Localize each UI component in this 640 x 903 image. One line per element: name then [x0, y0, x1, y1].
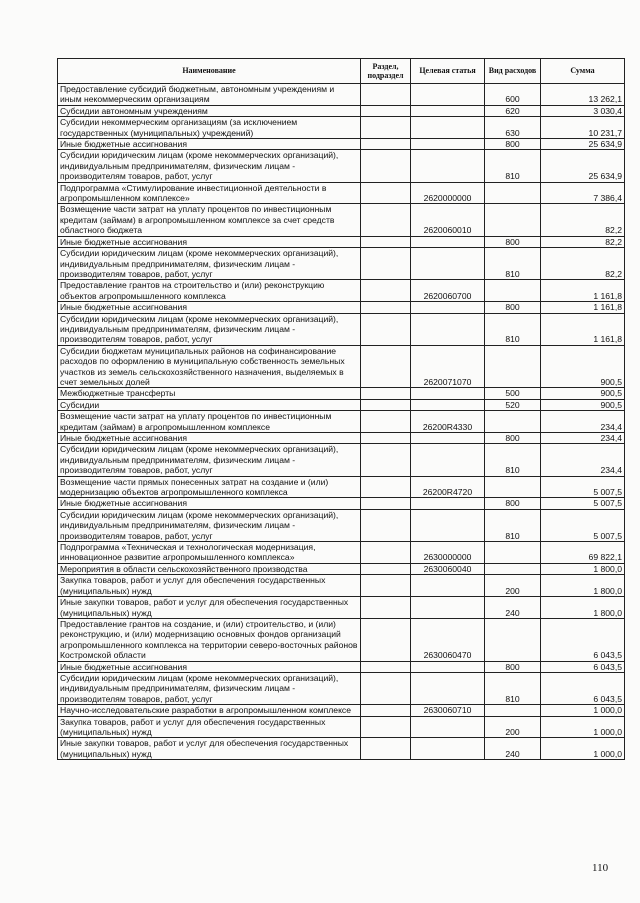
cell-target — [411, 139, 485, 150]
cell-name: Субсидии бюджетам муниципальных районов на софинансирование расходов по оформлению в муниципальную собственность земельных участков из земель сельскохозяйственного назначения, выделяемых в счет земельных долей — [58, 345, 361, 388]
cell-section — [361, 661, 411, 672]
header-sum: Сумма — [541, 59, 625, 84]
cell-sum: 6 043,5 — [541, 618, 625, 661]
cell-section — [361, 84, 411, 106]
cell-expense: 800 — [485, 139, 541, 150]
cell-sum: 1 000,0 — [541, 705, 625, 716]
cell-name: Подпрограмма «Стимулирование инвестиционной деятельности в агропромышленном комплексе» — [58, 182, 361, 204]
table-row — [58, 84, 625, 106]
cell-section — [361, 444, 411, 476]
cell-sum: 234,4 — [541, 433, 625, 444]
cell-name: Иные бюджетные ассигнования — [58, 433, 361, 444]
cell-name: Предоставление субсидий бюджетным, автономным учреждениям и иным некоммерческим организациям — [58, 84, 361, 106]
cell-section — [361, 139, 411, 150]
cell-name: Субсидии юридическим лицам (кроме некоммерческих организаций), индивидуальным предпринимателям, физическим лицам - производителям товаров, работ, услуг — [58, 150, 361, 182]
table-row — [58, 399, 625, 410]
cell-expense — [485, 542, 541, 564]
cell-target: 2620071070 — [411, 345, 485, 388]
cell-section — [361, 563, 411, 574]
cell-target — [411, 105, 485, 116]
table-header-row — [58, 59, 625, 84]
cell-name: Иные бюджетные ассигнования — [58, 302, 361, 313]
cell-target — [411, 672, 485, 704]
table-row — [58, 117, 625, 139]
cell-expense: 800 — [485, 433, 541, 444]
cell-expense: 620 — [485, 105, 541, 116]
cell-sum: 6 043,5 — [541, 661, 625, 672]
cell-target — [411, 597, 485, 619]
cell-target: 26200R4330 — [411, 411, 485, 433]
table-row — [58, 105, 625, 116]
cell-target — [411, 738, 485, 760]
cell-sum: 13 262,1 — [541, 84, 625, 106]
cell-section — [361, 313, 411, 345]
cell-section — [361, 433, 411, 444]
page-number: 110 — [592, 862, 609, 874]
cell-name: Субсидии некоммерческим организациям (за исключением государственных (муниципальных) учреждений) — [58, 117, 361, 139]
cell-section — [361, 388, 411, 399]
cell-section — [361, 575, 411, 597]
cell-sum: 234,4 — [541, 444, 625, 476]
table-row — [58, 204, 625, 236]
cell-name: Субсидии юридическим лицам (кроме некоммерческих организаций), индивидуальным предпринимателям, физическим лицам - производителям товаров, работ, услуг — [58, 248, 361, 280]
table-row — [58, 236, 625, 247]
cell-section — [361, 150, 411, 182]
cell-target: 2630060710 — [411, 705, 485, 716]
cell-name: Возмещение части прямых понесенных затрат на создание и (или) модернизацию объектов агропромышленного комплекса — [58, 476, 361, 498]
cell-expense: 810 — [485, 672, 541, 704]
cell-sum: 1 161,8 — [541, 313, 625, 345]
table-row — [58, 672, 625, 704]
cell-section — [361, 672, 411, 704]
table-row — [58, 618, 625, 661]
cell-name: Иные бюджетные ассигнования — [58, 661, 361, 672]
cell-sum: 69 822,1 — [541, 542, 625, 564]
cell-target — [411, 498, 485, 509]
cell-expense — [485, 280, 541, 302]
cell-sum: 900,5 — [541, 388, 625, 399]
cell-expense: 800 — [485, 302, 541, 313]
table-row — [58, 738, 625, 760]
table-body — [58, 84, 625, 760]
cell-section — [361, 411, 411, 433]
cell-expense — [485, 411, 541, 433]
table-row — [58, 411, 625, 433]
cell-name: Субсидии юридическим лицам (кроме некоммерческих организаций), индивидуальным предпринимателям, физическим лицам - производителям товаров, работ, услуг — [58, 313, 361, 345]
cell-section — [361, 738, 411, 760]
cell-sum: 25 634,9 — [541, 150, 625, 182]
cell-target: 2630060470 — [411, 618, 485, 661]
table-row — [58, 716, 625, 738]
cell-expense: 240 — [485, 738, 541, 760]
cell-expense: 500 — [485, 388, 541, 399]
cell-sum: 1 161,8 — [541, 302, 625, 313]
cell-name: Иные бюджетные ассигнования — [58, 498, 361, 509]
table-row — [58, 705, 625, 716]
cell-sum: 82,2 — [541, 248, 625, 280]
cell-target — [411, 433, 485, 444]
cell-sum: 82,2 — [541, 204, 625, 236]
cell-name: Закупка товаров, работ и услуг для обеспечения государственных (муниципальных) нужд — [58, 716, 361, 738]
table-row — [58, 313, 625, 345]
cell-target — [411, 150, 485, 182]
table-row — [58, 182, 625, 204]
cell-expense — [485, 345, 541, 388]
table-row — [58, 509, 625, 541]
cell-name: Субсидии автономным учреждениям — [58, 105, 361, 116]
cell-section — [361, 280, 411, 302]
cell-expense — [485, 182, 541, 204]
cell-expense: 810 — [485, 248, 541, 280]
cell-name: Научно-исследовательские разработки в агропромышленном комплексе — [58, 705, 361, 716]
table-row — [58, 433, 625, 444]
cell-expense: 800 — [485, 661, 541, 672]
cell-target: 2630000000 — [411, 542, 485, 564]
cell-target: 2620060700 — [411, 280, 485, 302]
cell-sum: 82,2 — [541, 236, 625, 247]
table-row — [58, 248, 625, 280]
cell-target — [411, 236, 485, 247]
cell-section — [361, 542, 411, 564]
cell-expense: 630 — [485, 117, 541, 139]
table-row — [58, 661, 625, 672]
cell-target — [411, 399, 485, 410]
table-row — [58, 575, 625, 597]
cell-target — [411, 313, 485, 345]
table-row — [58, 150, 625, 182]
cell-expense: 200 — [485, 716, 541, 738]
cell-target: 26200R4720 — [411, 476, 485, 498]
cell-sum: 900,5 — [541, 345, 625, 388]
cell-section — [361, 182, 411, 204]
cell-sum: 1 800,0 — [541, 563, 625, 574]
cell-section — [361, 498, 411, 509]
cell-sum: 5 007,5 — [541, 498, 625, 509]
cell-target: 2630060040 — [411, 563, 485, 574]
cell-name: Субсидии юридическим лицам (кроме некоммерческих организаций), индивидуальным предпринимателям, физическим лицам - производителям товаров, работ, услуг — [58, 444, 361, 476]
cell-expense: 200 — [485, 575, 541, 597]
cell-name: Возмещение части затрат на уплату процентов по инвестиционным кредитам (займам) в агропромышленном комплексе за счет средств областного бюджета — [58, 204, 361, 236]
cell-section — [361, 302, 411, 313]
cell-target — [411, 302, 485, 313]
cell-target — [411, 117, 485, 139]
cell-sum: 25 634,9 — [541, 139, 625, 150]
cell-sum: 10 231,7 — [541, 117, 625, 139]
header-expense: Вид расходов — [485, 59, 541, 84]
cell-section — [361, 618, 411, 661]
table-row — [58, 302, 625, 313]
cell-sum: 6 043,5 — [541, 672, 625, 704]
cell-name: Возмещение части затрат на уплату процентов по инвестиционным кредитам (займам) в агропромышленном комплексе — [58, 411, 361, 433]
cell-target — [411, 388, 485, 399]
cell-expense — [485, 705, 541, 716]
cell-target — [411, 84, 485, 106]
cell-section — [361, 236, 411, 247]
table-row — [58, 498, 625, 509]
cell-name: Иные бюджетные ассигнования — [58, 139, 361, 150]
cell-section — [361, 509, 411, 541]
cell-target: 2620000000 — [411, 182, 485, 204]
cell-section — [361, 248, 411, 280]
table-row — [58, 388, 625, 399]
cell-name: Субсидии юридическим лицам (кроме некоммерческих организаций), индивидуальным предпринимателям, физическим лицам - производителям товаров, работ, услуг — [58, 509, 361, 541]
cell-name: Иные бюджетные ассигнования — [58, 236, 361, 247]
cell-name: Межбюджетные трансферты — [58, 388, 361, 399]
cell-sum: 900,5 — [541, 399, 625, 410]
table-row — [58, 345, 625, 388]
cell-section — [361, 476, 411, 498]
header-target: Целевая статья — [411, 59, 485, 84]
cell-name: Предоставление грантов на создание, и (или) строительство, и (или) реконструкцию, и (или) модернизацию основных фондов организаций агропромышленного комплекса на территории северо-восточных районов Костромской области — [58, 618, 361, 661]
cell-sum: 5 007,5 — [541, 509, 625, 541]
cell-section — [361, 204, 411, 236]
cell-name: Подпрограмма «Техническая и технологическая модернизация, инновационное развитие агропромышленного комплекса» — [58, 542, 361, 564]
cell-expense: 810 — [485, 509, 541, 541]
cell-expense — [485, 476, 541, 498]
cell-section — [361, 716, 411, 738]
cell-section — [361, 117, 411, 139]
cell-expense — [485, 563, 541, 574]
cell-name: Иные закупки товаров, работ и услуг для обеспечения государственных (муниципальных) нужд — [58, 597, 361, 619]
table-row — [58, 444, 625, 476]
cell-sum: 1 161,8 — [541, 280, 625, 302]
cell-name: Субсидии — [58, 399, 361, 410]
cell-sum: 3 030,4 — [541, 105, 625, 116]
table-row — [58, 563, 625, 574]
cell-name: Мероприятия в области сельскохозяйственного производства — [58, 563, 361, 574]
cell-sum: 1 800,0 — [541, 597, 625, 619]
cell-sum: 1 000,0 — [541, 738, 625, 760]
cell-expense — [485, 618, 541, 661]
cell-name: Субсидии юридическим лицам (кроме некоммерческих организаций), индивидуальным предпринимателям, физическим лицам - производителям товаров, работ, услуг — [58, 672, 361, 704]
table-row — [58, 280, 625, 302]
cell-expense: 800 — [485, 498, 541, 509]
table-row — [58, 597, 625, 619]
cell-expense: 810 — [485, 150, 541, 182]
cell-expense: 240 — [485, 597, 541, 619]
cell-target — [411, 575, 485, 597]
cell-name: Предоставление грантов на строительство и (или) реконструкцию объектов агропромышленного комплекса — [58, 280, 361, 302]
header-section: Раздел, подраздел — [361, 59, 411, 84]
cell-target — [411, 661, 485, 672]
table-row — [58, 476, 625, 498]
table-row — [58, 542, 625, 564]
cell-sum: 1 800,0 — [541, 575, 625, 597]
cell-expense: 800 — [485, 236, 541, 247]
cell-expense: 520 — [485, 399, 541, 410]
table-row — [58, 139, 625, 150]
cell-section — [361, 597, 411, 619]
cell-expense: 600 — [485, 84, 541, 106]
cell-section — [361, 105, 411, 116]
cell-expense: 810 — [485, 313, 541, 345]
cell-section — [361, 399, 411, 410]
cell-target — [411, 444, 485, 476]
cell-expense — [485, 204, 541, 236]
cell-sum: 1 000,0 — [541, 716, 625, 738]
cell-expense: 810 — [485, 444, 541, 476]
cell-target — [411, 716, 485, 738]
cell-target — [411, 248, 485, 280]
cell-sum: 7 386,4 — [541, 182, 625, 204]
cell-target: 2620060010 — [411, 204, 485, 236]
budget-table — [57, 58, 625, 760]
cell-name: Иные закупки товаров, работ и услуг для обеспечения государственных (муниципальных) нужд — [58, 738, 361, 760]
cell-section — [361, 345, 411, 388]
header-name: Наименование — [58, 59, 361, 84]
cell-section — [361, 705, 411, 716]
cell-sum: 234,4 — [541, 411, 625, 433]
cell-sum: 5 007,5 — [541, 476, 625, 498]
cell-name: Закупка товаров, работ и услуг для обеспечения государственных (муниципальных) нужд — [58, 575, 361, 597]
cell-target — [411, 509, 485, 541]
